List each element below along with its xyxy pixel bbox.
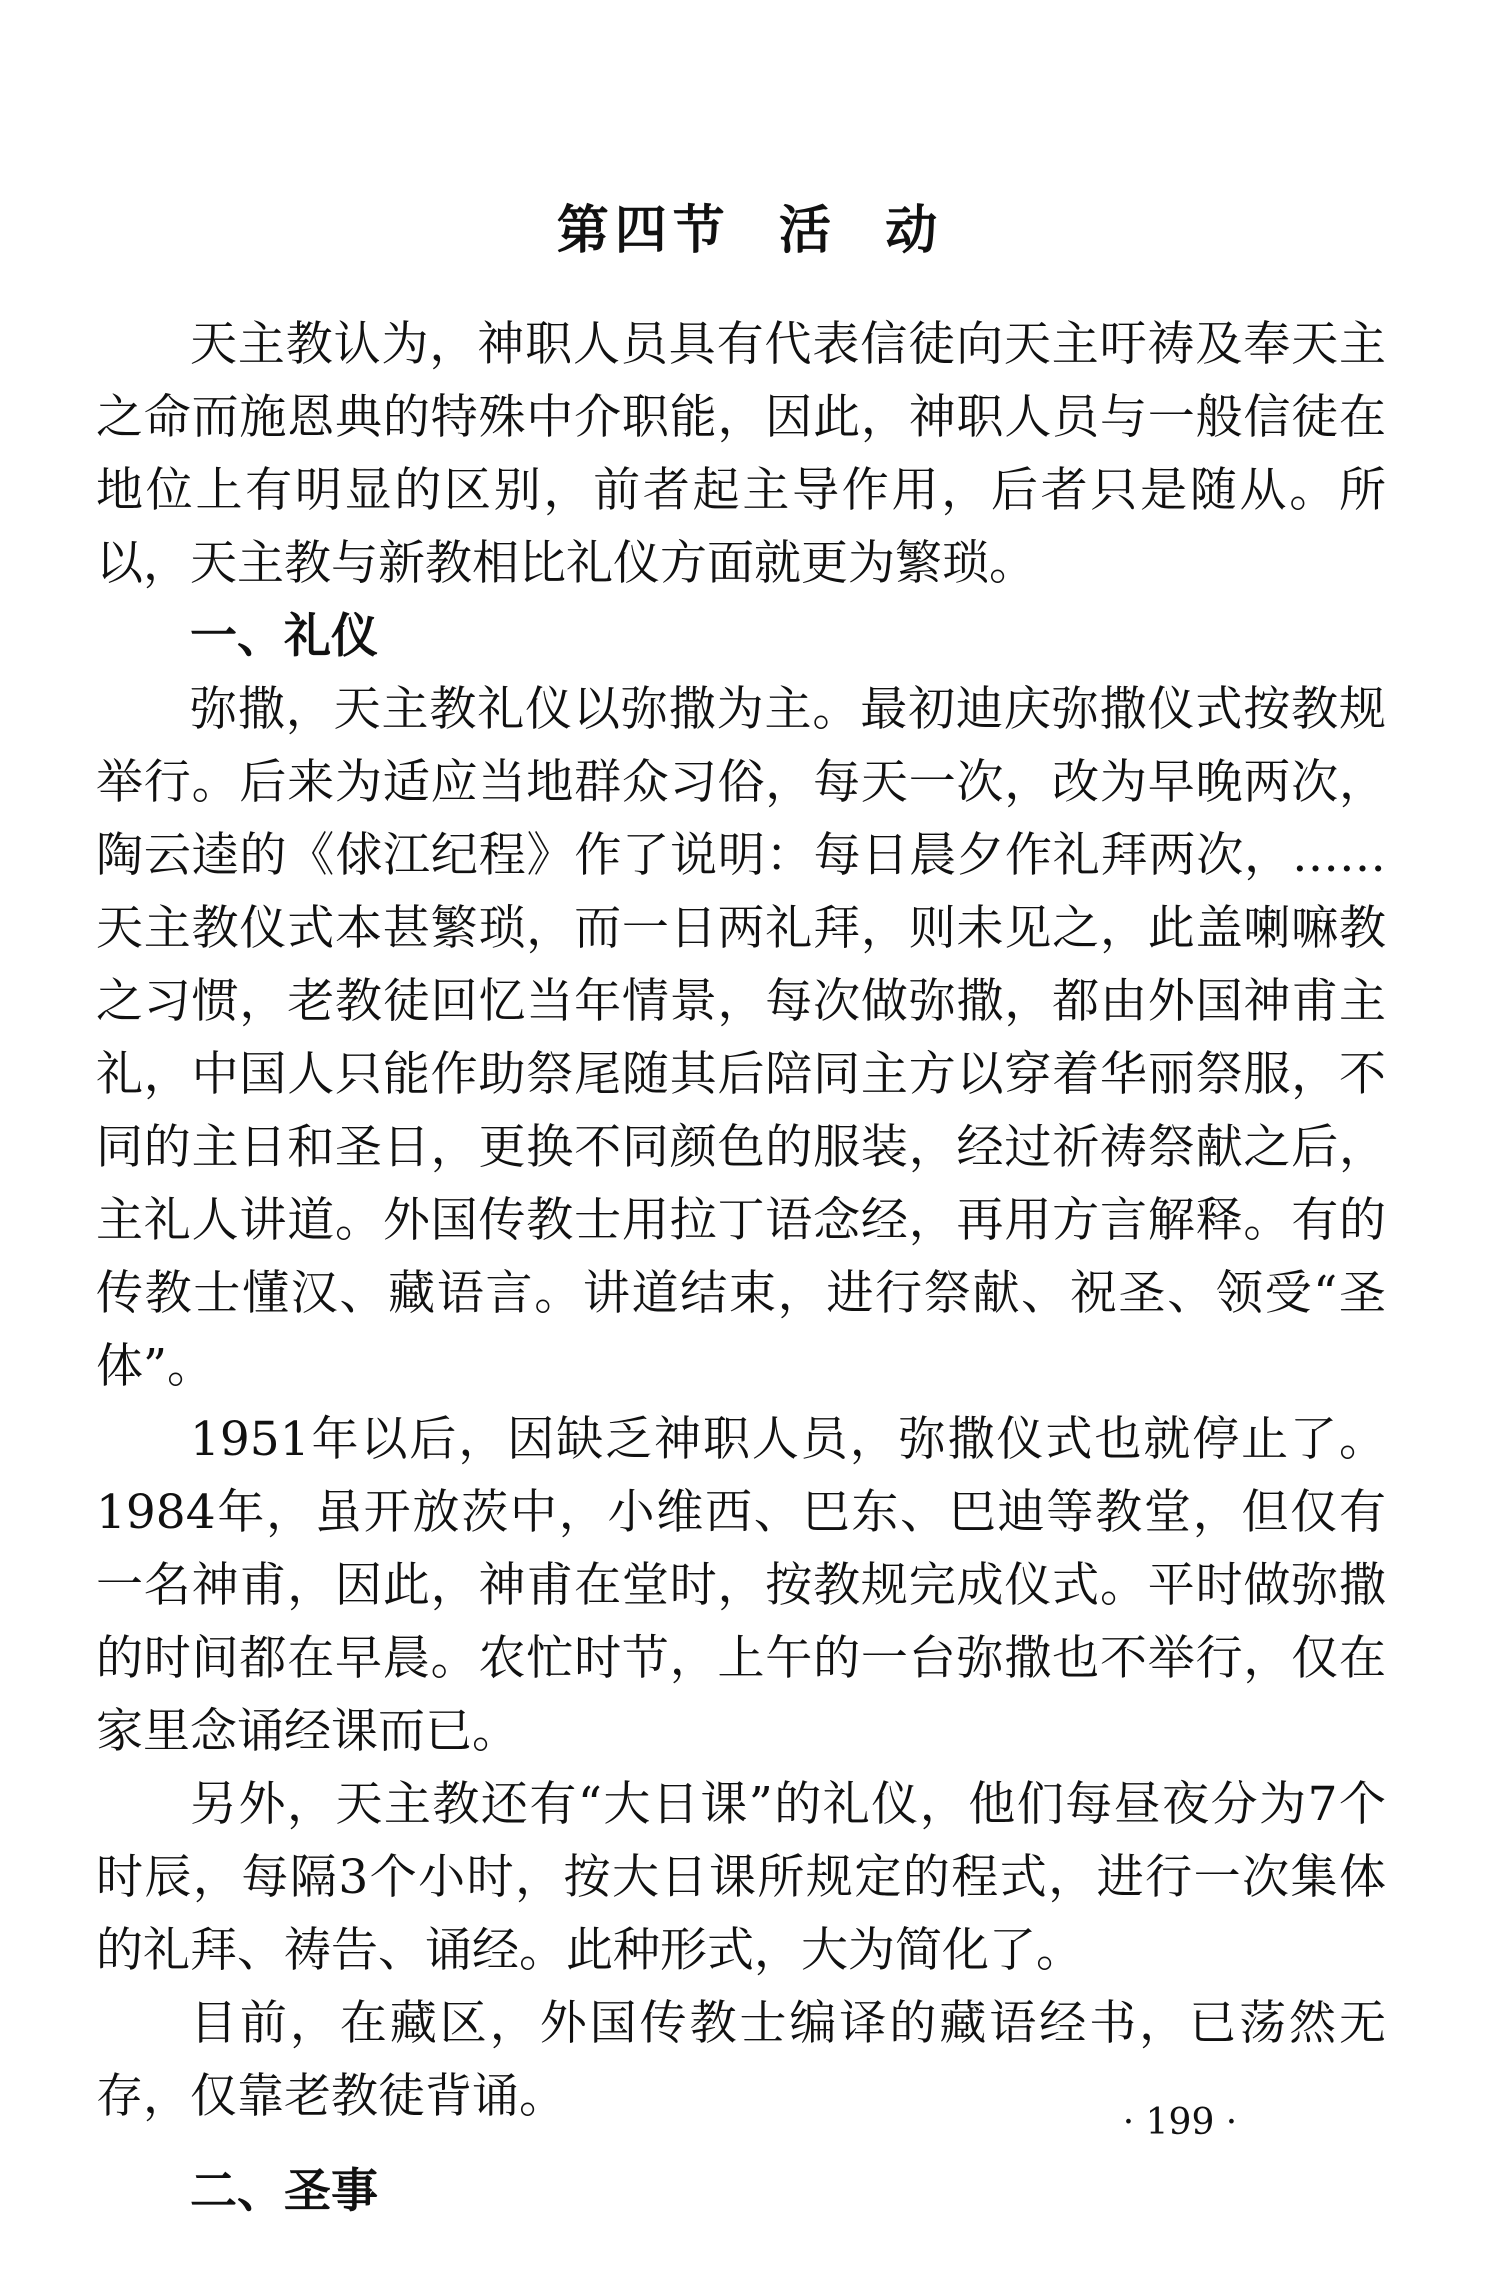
paragraph-mass: 弥撒，天主教礼仪以弥撒为主。最初迪庆弥撒仪式按教规举行。后来为适应当地群众习俗，每天一次，改为早晚两次，陶云逵的《俅江纪程》作了说明：每日晨夕作礼拜两次，……天主教仪式本甚繁琐，而一日两礼拜，则未见之，此盖喇嘛教之习惯，老教徒回忆当年情景，每次做弥撒，都由外国神甫主礼，中国人只能作助祭尾随其后陪同主方以穿着华丽祭服，不同的主日和圣日，更换不同颜色的服装，经过祈祷祭献之后，主礼人讲道。外国传教士用拉丁语念经，再用方言解释。有的传教士懂汉、藏语言。讲道结束，进行祭献、祝圣、领受“圣体”。 xyxy=(96,682,1386,1394)
paragraph-daily-office: 另外，天主教还有“大日课”的礼仪，他们每昼夜分为7个时辰，每隔3个小时，按大日课所规定的程式，进行一次集体的礼拜、祷告、诵经。此种形式，大为简化了。 xyxy=(96,1777,1386,1978)
chapter-title: 第四节 活 动 xyxy=(556,200,944,261)
intro-paragraph: 天主教认为，神职人员具有代表信徒向天主吁祷及奉天主之命而施恩典的特殊中介职能，因此，神职人员与一般信徒在地位上有明显的区别，前者起主导作用，后者只是随从。所以，天主教与新教相比礼仪方面就更为繁琐。 xyxy=(96,317,1386,591)
paragraph-current-status: 目前，在藏区，外国传教士编译的藏语经书，已荡然无存，仅靠老教徒背诵。 xyxy=(96,1996,1386,2124)
page-number: · 199 · xyxy=(1122,2102,1238,2143)
section-heading-sacraments: 二、圣事 xyxy=(190,2164,378,2219)
paragraph-after-1951: 1951年以后，因缺乏神职人员，弥撒仪式也就停止了。1984年，虽开放茨中，小维西、巴东、巴迪等教堂，但仅有一名神甫，因此，神甫在堂时，按教规完成仪式。平时做弥撒的时间都在早晨。农忙时节，上午的一台弥撒也不举行，仅在家里念诵经课而已。 xyxy=(96,1412,1386,1759)
section-heading-rites: 一、礼仪 xyxy=(190,609,378,664)
body-text xyxy=(96,308,1386,2228)
